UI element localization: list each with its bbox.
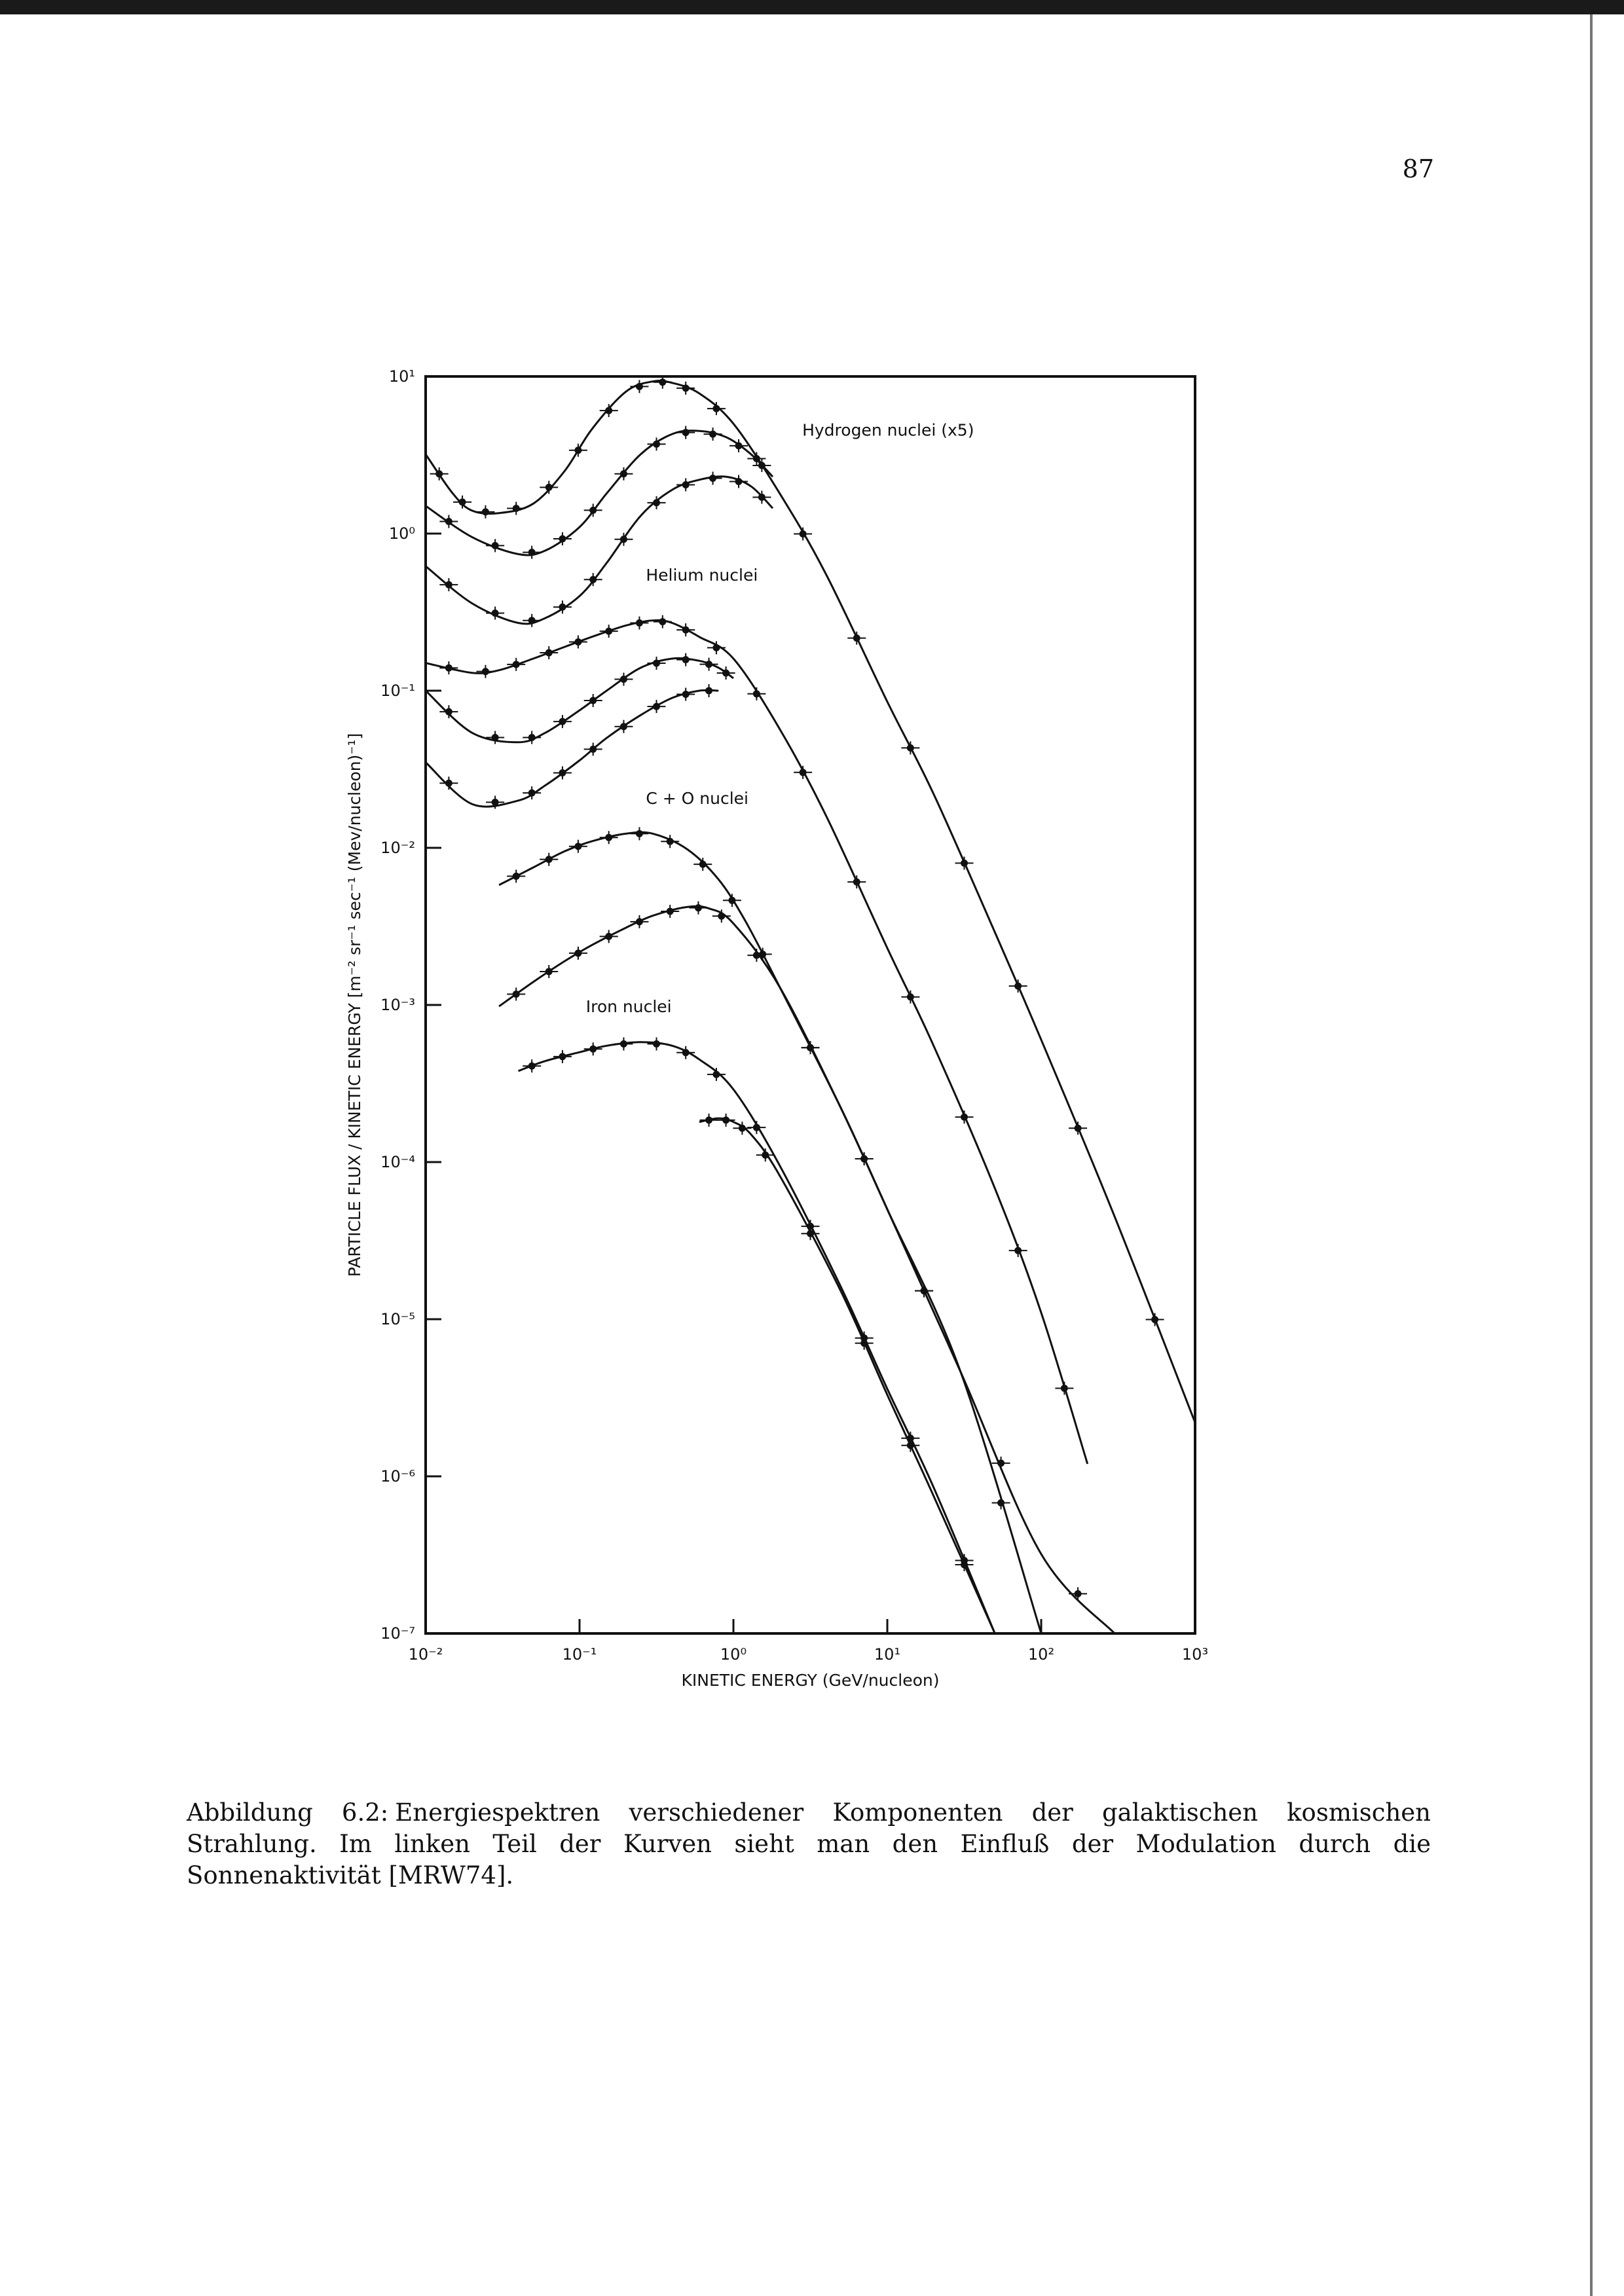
data-point-hydrogen [589, 576, 597, 583]
data-point-helium [545, 649, 553, 657]
data-point-iron [620, 1040, 627, 1048]
data-point-iron [807, 1230, 814, 1237]
series-line-helium [426, 658, 733, 742]
x-tick-label: 10⁻² [408, 1645, 443, 1664]
x-tick-label: 10² [1027, 1645, 1055, 1664]
data-point-hydrogen [1014, 983, 1022, 990]
data-point-hydrogen [682, 481, 690, 488]
data-point-helium [636, 619, 643, 627]
spectrum-figure [314, 354, 1231, 1702]
data-point-helium [589, 697, 597, 704]
data-point-c-o [513, 991, 520, 998]
data-point-c-o [921, 1287, 928, 1294]
scan-top-border [0, 0, 1624, 14]
data-point-helium [907, 993, 914, 1000]
data-point-helium [620, 723, 627, 730]
data-point-hydrogen [853, 634, 860, 642]
data-point-iron [753, 1124, 760, 1131]
data-point-c-o [753, 952, 760, 959]
data-point-iron [705, 1116, 712, 1123]
y-tick-label: 10⁻³ [380, 996, 415, 1014]
data-point-helium [445, 665, 452, 672]
data-point-hydrogen [735, 442, 743, 449]
data-point-c-o [545, 856, 553, 863]
series-line-helium [426, 620, 1088, 1464]
data-point-hydrogen [435, 470, 443, 477]
data-point-c-o [695, 904, 702, 911]
data-point-hydrogen [589, 507, 597, 514]
data-point-hydrogen [528, 617, 536, 624]
data-point-helium [682, 627, 690, 634]
data-point-helium [853, 879, 860, 886]
data-point-helium [445, 708, 452, 716]
data-point-hydrogen [682, 429, 690, 436]
y-tick-label: 10⁻⁶ [380, 1467, 415, 1485]
data-point-hydrogen [445, 518, 452, 525]
data-point-hydrogen [574, 446, 581, 454]
data-point-hydrogen [907, 744, 914, 752]
data-point-hydrogen [605, 407, 612, 414]
series-line-hydrogen [426, 431, 773, 555]
data-point-hydrogen [961, 860, 968, 867]
data-point-helium [492, 799, 499, 806]
data-point-hydrogen [545, 484, 553, 491]
page-number: 87 [1402, 155, 1434, 183]
data-point-helium [559, 769, 566, 776]
data-point-hydrogen [459, 498, 466, 505]
data-point-helium [712, 644, 720, 651]
data-point-hydrogen [636, 383, 643, 390]
x-tick-label: 10³ [1181, 1645, 1209, 1664]
data-point-helium [620, 676, 627, 683]
curve-annotation: Iron nuclei [585, 996, 672, 1016]
scan-page-edge [1590, 14, 1593, 2296]
data-point-hydrogen [758, 494, 766, 501]
caption-label: Abbildung 6.2: [187, 1798, 389, 1827]
data-point-hydrogen [559, 535, 566, 542]
data-point-c-o [574, 949, 581, 957]
data-point-hydrogen [559, 604, 566, 611]
data-point-c-o [718, 913, 725, 920]
data-point-c-o [605, 834, 612, 841]
data-point-hydrogen [709, 475, 716, 482]
data-point-helium [445, 780, 452, 787]
y-tick-label: 10¹ [388, 367, 415, 386]
series-line-iron [699, 1118, 995, 1633]
data-point-c-o [728, 897, 735, 904]
y-tick-label: 10⁻⁴ [380, 1153, 415, 1171]
data-point-iron [907, 1442, 914, 1449]
data-point-hydrogen [620, 536, 627, 543]
curve-annotation: Hydrogen nuclei (x5) [802, 420, 974, 440]
y-axis-label: PARTICLE FLUX / KINETIC ENERGY [m⁻² sr⁻¹ sec⁻¹ (Mev/nucleon)⁻¹] [345, 733, 364, 1277]
data-point-helium [528, 790, 536, 797]
data-point-c-o [807, 1044, 814, 1051]
data-point-c-o [636, 918, 643, 925]
data-point-iron [860, 1339, 868, 1347]
data-point-helium [653, 703, 660, 710]
data-point-hydrogen [492, 610, 499, 617]
series-line-hydrogen [426, 477, 773, 624]
y-tick-label: 10⁻⁷ [380, 1624, 415, 1643]
data-point-iron [559, 1053, 566, 1060]
x-tick-label: 10⁰ [720, 1645, 747, 1664]
data-point-hydrogen [528, 549, 536, 556]
data-point-hydrogen [513, 505, 520, 512]
plot-frame [426, 376, 1195, 1633]
data-point-hydrogen [653, 499, 660, 506]
series-line-c-o [499, 906, 1041, 1633]
data-point-c-o [997, 1459, 1005, 1467]
data-point-helium [482, 668, 489, 675]
data-point-iron [739, 1125, 746, 1132]
series-line-hydrogen [426, 380, 1195, 1422]
data-point-hydrogen [659, 378, 666, 386]
data-point-iron [682, 1049, 690, 1056]
data-point-helium [492, 734, 499, 741]
data-point-iron [589, 1046, 597, 1053]
energy-spectrum-chart [314, 354, 1231, 1702]
x-tick-label: 10⁻¹ [562, 1645, 597, 1664]
data-point-helium [722, 669, 729, 676]
data-point-iron [961, 1561, 968, 1568]
data-point-hydrogen [1075, 1125, 1082, 1132]
data-point-iron [762, 1152, 769, 1159]
data-point-hydrogen [445, 581, 452, 589]
data-point-hydrogen [682, 384, 690, 392]
data-point-helium [1061, 1385, 1068, 1392]
data-point-helium [1014, 1247, 1022, 1254]
data-point-helium [800, 769, 807, 776]
caption-text: Energiespektren verschiedener Komponenten der galaktischen kosmischen Strahlung. Im linken Teil der Kurven sieht man den Einfluß der Modulation durch die Sonnenaktivität [MRW74]. [187, 1798, 1431, 1889]
data-point-helium [682, 656, 690, 663]
figure-caption [187, 1797, 1431, 1891]
data-point-helium [653, 659, 660, 666]
curve-annotation: Helium nuclei [646, 566, 758, 585]
data-point-hydrogen [735, 478, 743, 485]
y-tick-label: 10⁰ [388, 524, 415, 543]
data-point-helium [574, 638, 581, 646]
data-point-hydrogen [712, 405, 720, 412]
data-point-helium [682, 691, 690, 698]
data-point-hydrogen [1151, 1316, 1158, 1323]
data-point-hydrogen [709, 431, 716, 438]
data-point-hydrogen [482, 508, 489, 515]
data-point-hydrogen [758, 462, 766, 469]
data-point-helium [705, 661, 712, 668]
data-point-iron [722, 1116, 729, 1123]
data-point-c-o [667, 908, 674, 915]
y-tick-label: 10⁻¹ [380, 682, 415, 700]
data-point-hydrogen [800, 530, 807, 538]
data-point-hydrogen [620, 470, 627, 477]
data-point-c-o [513, 873, 520, 880]
data-point-helium [559, 718, 566, 725]
data-point-helium [528, 734, 536, 741]
data-point-c-o [545, 968, 553, 975]
data-point-c-o [605, 933, 612, 940]
data-point-c-o [699, 861, 707, 868]
data-point-helium [753, 690, 760, 697]
data-point-hydrogen [653, 441, 660, 448]
data-point-c-o [997, 1499, 1005, 1506]
series-line-c-o [499, 832, 1115, 1633]
data-point-helium [589, 746, 597, 753]
x-axis-label: KINETIC ENERGY (GeV/nucleon) [681, 1671, 940, 1690]
data-point-c-o [574, 843, 581, 850]
data-point-helium [605, 628, 612, 635]
x-tick-label: 10¹ [874, 1645, 901, 1664]
data-point-iron [653, 1040, 660, 1048]
data-point-c-o [1075, 1590, 1082, 1597]
data-point-helium [961, 1114, 968, 1121]
y-tick-label: 10⁻⁵ [380, 1310, 415, 1328]
data-point-iron [712, 1071, 720, 1078]
data-point-hydrogen [492, 542, 499, 549]
y-tick-label: 10⁻² [380, 839, 415, 857]
data-point-c-o [667, 838, 674, 845]
curve-annotation: C + O nuclei [646, 789, 749, 809]
data-point-helium [659, 618, 666, 625]
data-point-c-o [860, 1156, 868, 1163]
data-point-c-o [636, 830, 643, 837]
data-point-helium [513, 661, 520, 668]
data-point-iron [528, 1063, 536, 1070]
data-point-helium [705, 687, 712, 695]
